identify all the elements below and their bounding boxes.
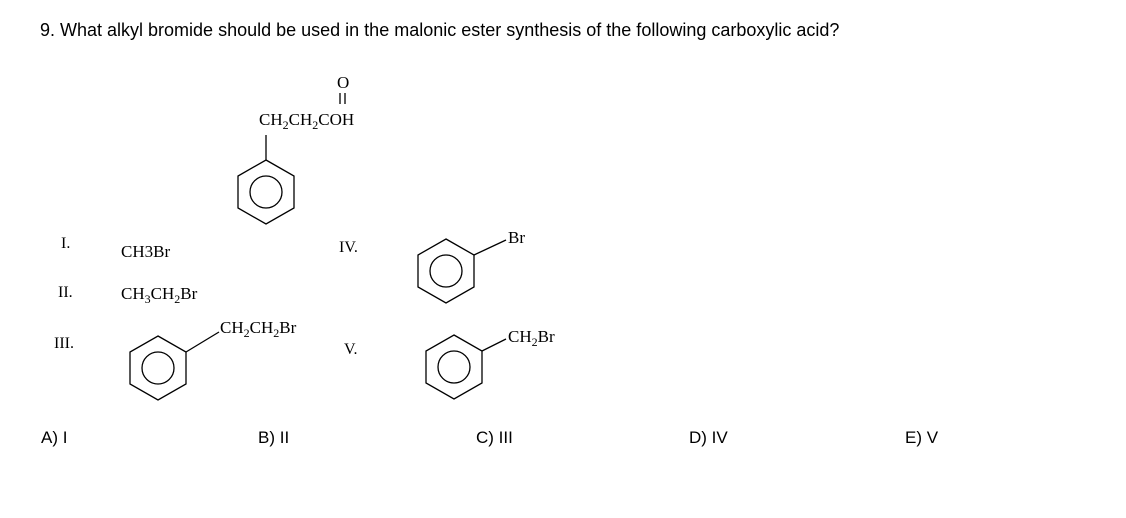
answer-choice-e[interactable]: E) V (905, 428, 939, 447)
option-i-formula: CH3Br (121, 242, 171, 261)
option-v-benzene-ring (426, 335, 482, 399)
target-benzene-ring (238, 160, 294, 224)
option-iii-formula: $CH_2CH_2Br$ (220, 318, 297, 340)
carbonyl-oxygen-label: O (337, 73, 350, 92)
answer-choice-a[interactable]: A) I (41, 428, 68, 447)
option-iv-structure (418, 228, 525, 303)
target-chain-formula: $CH_2CH_2COH$ (259, 110, 355, 132)
answer-choice-c[interactable]: C) III (476, 428, 513, 447)
answer-choice-d[interactable]: D) IV (689, 428, 728, 447)
option-v-formula: $CH_2Br$ (508, 327, 555, 349)
option-v-ring-bond (482, 339, 506, 351)
option-v-aromatic-circle (438, 351, 470, 383)
answer-choice-b[interactable]: B) II (258, 428, 290, 447)
target-aromatic-circle (250, 176, 282, 208)
option-v-numeral: V. (344, 341, 358, 358)
option-iii-structure (130, 318, 297, 400)
option-iv-numeral: IV. (339, 239, 358, 256)
option-ii-formula: $CH_3CH_2Br$ (121, 284, 198, 306)
target-carboxylic-acid-structure (238, 73, 354, 224)
option-iv-formula: Br (508, 228, 525, 247)
option-iv-benzene-ring (418, 239, 474, 303)
option-iii-ring-bond (186, 332, 219, 352)
option-iii-numeral: III. (54, 335, 74, 352)
option-iv-aromatic-circle (430, 255, 462, 287)
option-i-numeral: I. (61, 235, 71, 252)
option-iii-aromatic-circle (142, 352, 174, 384)
option-v-structure (426, 327, 555, 399)
option-iv-ring-bond (474, 240, 506, 255)
question-text: 9. What alkyl bromide should be used in the malonic ester synthesis of the following carboxylic acid? (40, 20, 840, 40)
option-iii-benzene-ring (130, 336, 186, 400)
option-ii-numeral: II. (58, 284, 73, 301)
